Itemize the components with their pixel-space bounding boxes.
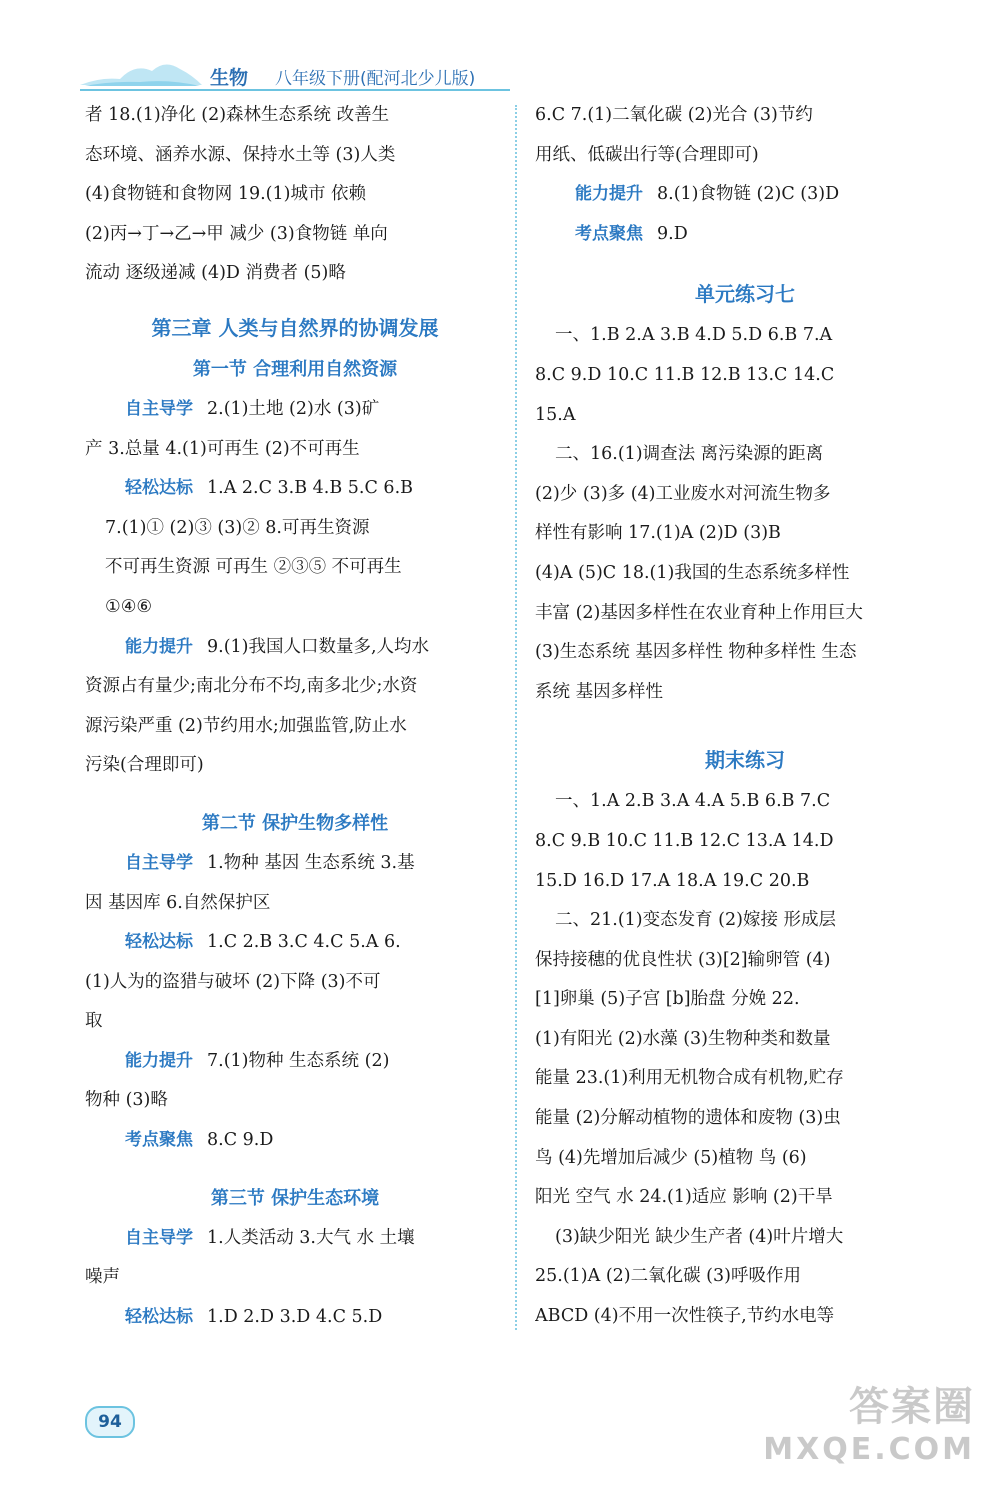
answer-line: 一、1.A 2.B 3.A 4.A 5.B 6.B 7.C (555, 791, 831, 812)
answer-line: 8.C 9.B 10.C 11.B 12.C 13.A 14.D (535, 830, 834, 851)
answer-line: 流动 逐级递减 (4)D 消费者 (5)略 (85, 263, 346, 284)
answer-line: (2)丙→丁→乙→甲 减少 (3)食物链 单向 (85, 223, 388, 244)
answer-line: (1)人为的盗猎与破坏 (2)下降 (3)不可 (85, 971, 381, 992)
answer-line: 8.C 9.D 10.C 11.B 12.B 13.C 14.C (535, 364, 835, 385)
left-column (85, 96, 505, 1337)
section-tag: 轻松达标 (125, 478, 193, 499)
unit-heading: 单元练习七 (695, 282, 795, 307)
section-tag: 自主导学 (125, 398, 193, 419)
answer-line: 7.(1)① (2)③ (3)② 8.可再生资源 (105, 517, 370, 538)
answer-text: 1.物种 基因 生态系统 3.基 (207, 852, 415, 873)
section-heading: 第二节 保护生物多样性 (201, 812, 389, 834)
section-tag: 自主导学 (125, 1227, 193, 1248)
answer-line: 15.A (535, 404, 576, 425)
answer-line (85, 390, 505, 430)
answer-line: 能量 23.(1)利用无机物合成有机物,贮存 (535, 1068, 844, 1089)
answer-line: 源污染严重 (2)节约用水;加强监管,防止水 (85, 715, 407, 736)
watermark-top: 答案圈 (849, 1384, 975, 1430)
spacer (535, 712, 955, 738)
answer-line: 因 基因库 6.自然保护区 (85, 892, 271, 913)
answer-line: 样性有影响 17.(1)A (2)D (3)B (535, 523, 781, 544)
watermark-bottom: MXQE.COM (763, 1432, 975, 1467)
answer-line: (3)生态系统 基因多样性 物种多样性 生态 (535, 642, 857, 663)
answer-line: (3)缺少阳光 缺少生产者 (4)叶片增大 (555, 1226, 844, 1247)
answer-line: 资源占有量少;南北分布不均,南多北少;水资 (85, 676, 418, 697)
spacer (85, 786, 505, 804)
answer-line: 物种 (3)略 (85, 1090, 168, 1111)
answer-line: 噪声 (85, 1267, 120, 1288)
section-tag: 能力提升 (125, 1050, 193, 1071)
answer-line: 用纸、低碳出行等(合理即可) (535, 144, 759, 165)
section-tag: 能力提升 (575, 184, 643, 205)
answer-text: 1.A 2.C 3.B 4.B 5.C 6.B (207, 478, 413, 499)
answer-line: 能量 (2)分解动植物的遗体和废物 (3)虫 (535, 1108, 841, 1129)
answer-line (85, 1042, 505, 1082)
answer-text: 1.D 2.D 3.D 4.C 5.D (207, 1306, 383, 1327)
answer-line (535, 175, 955, 215)
page-number: 94 (85, 1406, 135, 1438)
answer-text: 8.C 9.D (207, 1130, 274, 1151)
spacer (85, 1161, 505, 1179)
answer-line (85, 1121, 505, 1161)
answer-text: 9.(1)我国人口数量多,人均水 (207, 636, 430, 657)
answer-line: 态环境、涵养水源、保持水土等 (3)人类 (85, 144, 396, 165)
answer-line (85, 923, 505, 963)
header-rule (80, 89, 510, 91)
section-heading: 第一节 合理利用自然资源 (192, 358, 398, 380)
section-tag: 轻松达标 (125, 1306, 193, 1327)
final-exam-heading: 期末练习 (705, 748, 785, 773)
column-divider (515, 105, 517, 1330)
answer-line (85, 1298, 505, 1338)
answer-text: 1.C 2.B 3.C 4.C 5.A 6. (207, 932, 401, 953)
answer-line (85, 1219, 505, 1259)
chapter-heading: 第三章 人类与自然界的协调发展 (151, 315, 439, 340)
answer-line: 15.D 16.D 17.A 18.A 19.C 20.B (535, 870, 810, 891)
spacer (535, 254, 955, 272)
header-subject: 生物 (210, 67, 249, 89)
answer-line: 二、16.(1)调查法 离污染源的距离 (555, 444, 824, 465)
answer-line: [1]卵巢 (5)子宫 [b]胎盘 分娩 22. (535, 989, 800, 1010)
answer-line: 取 (85, 1011, 103, 1032)
answer-line: (2)少 (3)多 (4)工业废水对河流生物多 (535, 483, 831, 504)
answer-line: 阳光 空气 水 24.(1)适应 影响 (2)干旱 (535, 1187, 833, 1208)
answer-line: (4)食物链和食物网 19.(1)城市 依赖 (85, 184, 367, 205)
answer-line: 者 18.(1)净化 (2)森林生态系统 改善生 (85, 105, 390, 125)
answer-line: 保持接穗的优良性状 (3)[2]输卵管 (4) (535, 949, 831, 970)
section-tag: 自主导学 (125, 852, 193, 873)
section-tag: 轻松达标 (125, 932, 193, 953)
right-column (535, 96, 955, 1337)
answer-line: 25.(1)A (2)二氧化碳 (3)呼吸作用 (535, 1266, 801, 1287)
section-tag: 能力提升 (125, 636, 193, 657)
answer-line: 6.C 7.(1)二氧化碳 (2)光合 (3)节约 (535, 105, 813, 125)
answer-line: 丰富 (2)基因多样性在农业育种上作用巨大 (535, 602, 863, 623)
page-header (80, 55, 520, 95)
answer-line: 产 3.总量 4.(1)可再生 (2)不可再生 (85, 438, 360, 459)
answer-line: 系统 基因多样性 (535, 681, 664, 702)
answer-line: 一、1.B 2.A 3.B 4.D 5.D 6.B 7.A (555, 325, 833, 346)
answer-line: 二、21.(1)变态发育 (2)嫁接 形成层 (555, 910, 837, 931)
answer-text: 7.(1)物种 生态系统 (2) (207, 1050, 390, 1071)
section-tag: 考点聚焦 (575, 223, 643, 244)
answer-line: ①④⑥ (105, 596, 153, 617)
answer-line (85, 469, 505, 509)
section-tag: 考点聚焦 (125, 1130, 193, 1151)
section-heading: 第三节 保护生态环境 (210, 1187, 380, 1209)
answer-line: 鸟 (4)先增加后减少 (5)植物 鸟 (6) (535, 1147, 807, 1168)
answer-text: 9.D (657, 223, 688, 244)
answer-line (535, 215, 955, 255)
answer-text: 8.(1)食物链 (2)C (3)D (657, 184, 840, 205)
answer-line: (1)有阳光 (2)水藻 (3)生物种类和数量 (535, 1028, 831, 1049)
header-grade: 八年级下册(配河北少儿版) (275, 69, 476, 89)
answer-line: (4)A (5)C 18.(1)我国的生态系统多样性 (535, 562, 850, 583)
answer-text: 2.(1)土地 (2)水 (3)矿 (207, 398, 380, 419)
answer-line: 污染(合理即可) (85, 755, 204, 776)
answer-line (85, 628, 505, 668)
answer-text: 1.人类活动 3.大气 水 土壤 (207, 1227, 415, 1248)
answer-line: ABCD (4)不用一次性筷子,节约水电等 (535, 1306, 835, 1327)
answer-line: 不可再生资源 可再生 ②③⑤ 不可再生 (105, 557, 402, 578)
watermark-logo (763, 1375, 975, 1467)
mountain-logo-icon (80, 55, 205, 91)
answer-line (85, 844, 505, 884)
